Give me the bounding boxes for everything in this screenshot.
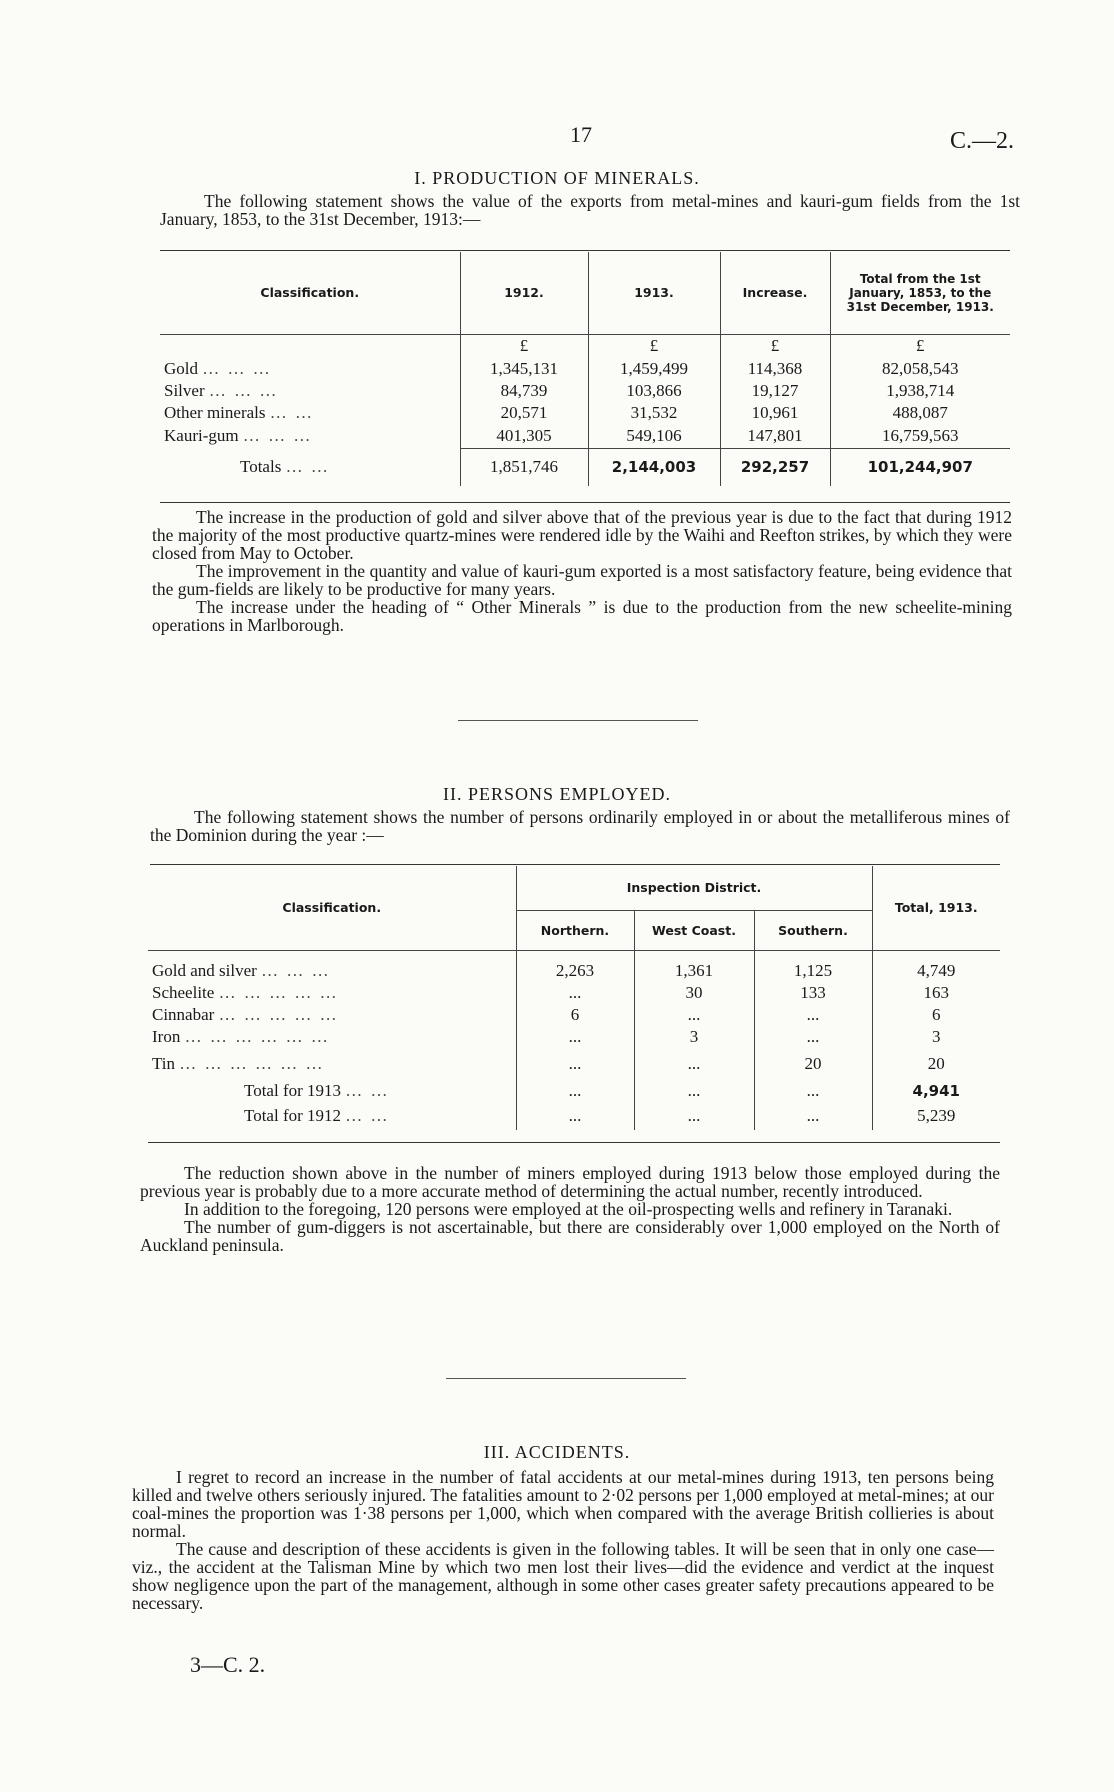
cell: ... <box>634 1102 754 1130</box>
currency-1912: £ <box>460 334 588 358</box>
cell: ... <box>516 982 634 1004</box>
table-2-bottom-rule <box>148 1142 1000 1143</box>
col-1913: 1913. <box>588 252 720 334</box>
paragraph: The number of gum-diggers is not ascertainable, but there are considerably over 1,000 employed on the North of Auckland peninsula. <box>140 1217 1000 1255</box>
cell: 3 <box>634 1026 754 1048</box>
section-3-title: III. ACCIDENTS. <box>483 1442 631 1462</box>
col-total-1913: Total, 1913. <box>872 866 1000 950</box>
total-1912: 5,239 <box>872 1102 1000 1130</box>
currency-increase: £ <box>720 334 830 358</box>
totals-label: Total for 1912 <box>244 1106 342 1125</box>
cell: ... <box>516 1026 634 1048</box>
paragraph: The cause and description of these accidents is given in the following tables. It will be seen that in only one case—viz., the accident at the Talisman Mine by which two men lost their lives—did the evidence and verdict at the inquest show negligence upon the part of the management, although in some other cases greater safety precautions appeared to be necessary. <box>132 1539 994 1613</box>
cell: 1,125 <box>754 960 872 982</box>
col-inspection-district: Inspection District. <box>516 866 872 910</box>
row-label: Silver <box>164 381 205 400</box>
cell: ... <box>516 1102 634 1130</box>
paragraph: In addition to the foregoing, 120 persons were employed at the oil-prospecting wells and refinery in Taranaki. <box>184 1199 953 1219</box>
page-number: 17 <box>570 122 592 147</box>
table-row: Gold … … … 1,345,131 1,459,499 114,368 82,058,543 <box>160 358 1010 380</box>
cell: 401,305 <box>460 424 588 448</box>
totals-row: Total for 1913 … … ... ... ... 4,941 <box>148 1080 1000 1102</box>
col-classification: Classification. <box>260 285 360 301</box>
cell: 20 <box>872 1048 1000 1080</box>
paragraph: The increase in the production of gold and silver above that of the previous year is due to the fact that during 1912 the majority of the most productive quartz-mines were rendered idle by the Waihi and Reefton strikes, by which they were closed from May to October. <box>152 507 1012 563</box>
section-2-title: II. PERSONS EMPLOYED. <box>442 784 672 804</box>
cell: 6 <box>872 1004 1000 1026</box>
row-label: Tin <box>152 1054 176 1073</box>
cell: 6 <box>516 1004 634 1026</box>
cell: 20 <box>754 1048 872 1080</box>
production-table <box>160 252 1010 486</box>
cell: ... <box>634 1004 754 1026</box>
cell: 103,866 <box>588 380 720 402</box>
col-west-coast: West Coast. <box>634 910 754 950</box>
row-label: Gold and silver <box>152 961 257 980</box>
cell: 16,759,563 <box>830 424 1010 448</box>
currency-total: £ <box>830 334 1010 358</box>
table-row: Silver … … … 84,739 103,866 19,127 1,938,714 <box>160 380 1010 402</box>
table-row: Kauri-gum … … … 401,305 549,106 147,801 16,759,563 <box>160 424 1010 448</box>
col-classification: Classification. <box>282 900 382 916</box>
cell: 488,087 <box>830 402 1010 424</box>
table-row: Scheelite … … … … … ... 30 133 163 <box>148 982 1000 1004</box>
table-1-top-rule <box>160 250 1010 251</box>
total-1912: 1,851,746 <box>460 448 588 486</box>
col-southern: Southern. <box>754 910 872 950</box>
paragraph: The increase under the heading of “ Other Minerals ” is due to the production from the new scheelite-mining operations in Marlborough. <box>152 597 1012 635</box>
section-1-title: I. PRODUCTION OF MINERALS. <box>414 168 700 188</box>
document-reference: C.—2. <box>950 128 1015 154</box>
section-3-body <box>132 1468 994 1612</box>
totals-label: Total for 1913 <box>244 1081 342 1100</box>
section-2-intro <box>150 808 1010 844</box>
total-1913: 4,941 <box>872 1080 1000 1102</box>
table-row: Other minerals … … 20,571 31,532 10,961 488,087 <box>160 402 1010 424</box>
cell: 1,345,131 <box>460 358 588 380</box>
table-1-bottom-rule <box>160 502 1010 503</box>
cell: ... <box>516 1048 634 1080</box>
cell: 20,571 <box>460 402 588 424</box>
section-1-intro-text: The following statement shows the value of the exports from metal-mines and kauri-gum fields from the 1st January, 1853, to the 31st December, 1913:— <box>160 191 1020 229</box>
cell: ... <box>754 1004 872 1026</box>
paragraph: I regret to record an increase in the number of fatal accidents at our metal-mines during 1913, ten persons being killed and twelve others seriously injured. The fatalities amount to 2·02 persons per 1,000 employed at metal-mines; at our coal-mines the proportion was 1·38 persons per 1,000, which when compared with the average British collieries is about normal. <box>132 1467 994 1541</box>
currency-1913: £ <box>588 334 720 358</box>
cell: 4,749 <box>872 960 1000 982</box>
section-1-intro <box>160 192 1020 228</box>
cell: 549,106 <box>588 424 720 448</box>
grand-total: 101,244,907 <box>830 448 1010 486</box>
row-label: Cinnabar <box>152 1005 215 1024</box>
cell: ... <box>754 1102 872 1130</box>
cell: 10,961 <box>720 402 830 424</box>
row-label: Other minerals <box>164 403 266 422</box>
paragraph: The improvement in the quantity and value of kauri-gum exported is a most satisfactory feature, being evidence that the gum-fields are likely to be productive for many years. <box>152 561 1012 599</box>
section-divider <box>446 1378 686 1379</box>
cell: 1,361 <box>634 960 754 982</box>
table-row: Tin … … … … … … ... ... 20 20 <box>148 1048 1000 1080</box>
table-row: Cinnabar … … … … … 6 ... ... 6 <box>148 1004 1000 1026</box>
cell: 84,739 <box>460 380 588 402</box>
row-label: Kauri-gum <box>164 426 239 445</box>
cell: ... <box>516 1080 634 1102</box>
cell: 19,127 <box>720 380 830 402</box>
page-signature: 3—C. 2. <box>190 1652 266 1677</box>
cell: 147,801 <box>720 424 830 448</box>
table-2-top-rule <box>150 864 1000 865</box>
cell: 2,263 <box>516 960 634 982</box>
row-label: Scheelite <box>152 983 215 1002</box>
section-2-intro-text: The following statement shows the number of persons ordinarily employed in or about the metalliferous mines of the Dominion during the year :— <box>150 807 1010 845</box>
cell: ... <box>754 1026 872 1048</box>
cell: 114,368 <box>720 358 830 380</box>
cell: 3 <box>872 1026 1000 1048</box>
employment-table <box>148 866 1000 1130</box>
table-row: Iron … … … … … … ... 3 ... 3 <box>148 1026 1000 1048</box>
total-1913: 2,144,003 <box>588 448 720 486</box>
totals-row: Totals … … 1,851,746 2,144,003 292,257 101,244,907 <box>160 448 1010 486</box>
row-label: Iron <box>152 1027 181 1046</box>
section-1-body <box>152 508 1012 634</box>
totals-label: Totals <box>240 457 282 476</box>
cell: 31,532 <box>588 402 720 424</box>
section-2-body <box>140 1164 1000 1254</box>
paragraph: The reduction shown above in the number of miners employed during 1913 below those employed during the previous year is probably due to a more accurate method of determining the actual number, recently introduced. <box>140 1163 1000 1201</box>
col-1912: 1912. <box>460 252 588 334</box>
row-label: Gold <box>164 359 198 378</box>
table-row: Gold and silver … … … 2,263 1,361 1,125 4,749 <box>148 960 1000 982</box>
cell: ... <box>754 1080 872 1102</box>
total-increase: 292,257 <box>720 448 830 486</box>
cell: 1,459,499 <box>588 358 720 380</box>
cell: 30 <box>634 982 754 1004</box>
cell: 133 <box>754 982 872 1004</box>
col-increase: Increase. <box>720 252 830 334</box>
col-northern: Northern. <box>516 910 634 950</box>
cell: 163 <box>872 982 1000 1004</box>
cell: 82,058,543 <box>830 358 1010 380</box>
cell: ... <box>634 1048 754 1080</box>
cell: ... <box>634 1080 754 1102</box>
col-total: Total from the 1st January, 1853, to the 31st December, 1913. <box>830 252 1010 334</box>
section-divider <box>458 720 698 721</box>
cell: 1,938,714 <box>830 380 1010 402</box>
totals-row: Total for 1912 … … ... ... ... 5,239 <box>148 1102 1000 1130</box>
